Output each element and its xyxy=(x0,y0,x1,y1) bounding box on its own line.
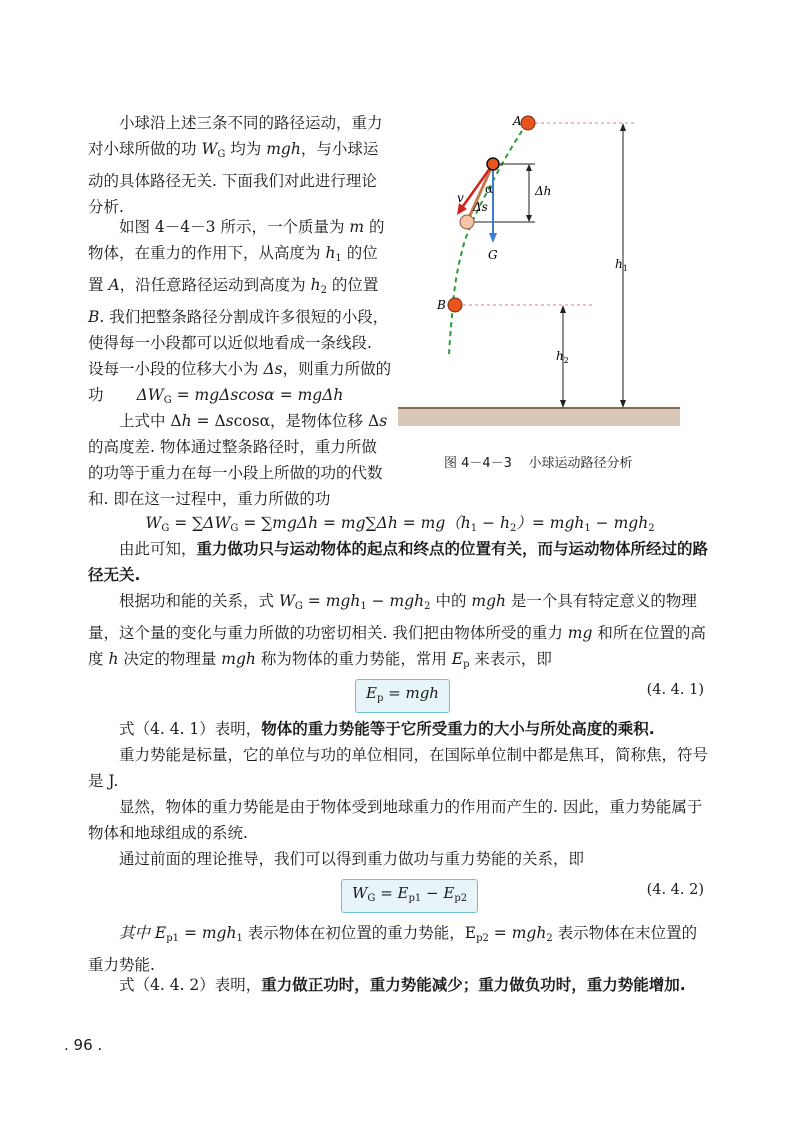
paragraph-11: 式（4. 4. 2）表明，重力做正功时，重力势能减少；重力做负功时，重力势能增加. xyxy=(119,976,686,994)
label-ds: Δs xyxy=(473,200,488,214)
paragraph-1: 小球沿上述三条不同的路径运动，重力对小球所做的功 $W_G$ 均为 mgh，与小球运动的具体路径无关. 下面我们对此进行理论分析. xyxy=(88,114,383,216)
page-number: . 96 . xyxy=(64,1036,103,1054)
label-h1: $h_1$ xyxy=(615,257,628,273)
ball-b xyxy=(448,298,462,312)
label-dh: Δh xyxy=(535,184,552,198)
label-alpha: α xyxy=(485,182,494,196)
path-analysis-figure xyxy=(395,105,685,430)
equation-441-number: (4. 4. 1) xyxy=(646,682,704,698)
label-v: v xyxy=(457,191,464,205)
paragraph-2: 如图 4－4－3 所示，一个质量为 m 的物体，在重力的作用下，从高度为 $h_1$ 的位置 A，沿任意路径运动到高度为 $h_2$ 的位置 B. 我们把整条路径分割成许多很短的小段，使得每一小段都可以近似地看成一条线段. 设每一小段的位移大小为 Δs，则重力所做的功 xyxy=(88,218,392,404)
ball-a xyxy=(521,116,535,130)
paragraph-4: 由此可知，重力做功只与运动物体的起点和终点的位置有关，而与运动物体所经过的路径无关. xyxy=(88,540,709,584)
paragraph-8: 显然，物体的重力势能是由于物体受到地球重力的作用而产生的. 因此，重力势能属于物体和地球组成的系统. xyxy=(88,798,703,842)
equation-441-box: $E_p$ = mgh xyxy=(355,679,450,713)
caption-number: 图 4－4－3 xyxy=(444,456,512,471)
formula-wg-sum: $W_G = \sum\Delta W_G = \sum mg\Delta h = mg\sum\Delta h = mg(h_1 - h_2)= mgh_1 - mgh_2$ xyxy=(145,514,655,534)
equation-442-number: (4. 4. 2) xyxy=(646,882,704,898)
ball-ghost xyxy=(460,215,474,229)
caption-text: 小球运动路径分析 xyxy=(528,456,633,471)
paragraph-5: 根据功和能的关系，式 $W_G = mgh_1 - mgh_2$ 中的 mgh 是一个具有特定意义的物理量，这个量的变化与重力所做的功密切相关. 我们把由物体所受的重力 mg 和所在位置的高度 h 决定的物理量 mgh 称为物体的重力势能，常用 $E_p$ 来表示，即 xyxy=(88,592,706,670)
label-g: G xyxy=(488,248,498,262)
paragraph-7: 重力势能是标量，它的单位与功的单位相同，在国际单位制中都是焦耳，简称焦，符号是 J. xyxy=(88,746,709,790)
formula-dwg: $\Delta W_G = mg\Delta scos\alpha = mg\Delta h$ xyxy=(136,386,344,406)
ball-top-segment xyxy=(487,158,499,170)
label-b: B xyxy=(437,298,446,312)
paragraph-10: 其中 $E_{p1} = mgh_1$ 表示物体在初位置的重力势能，$E_{p2} = mgh_2$ 表示物体在末位置的重力势能. xyxy=(88,924,698,974)
paragraph-3: 上式中 Δh = Δscosα，是物体位移 Δs 的高度差. 物体通过整条路径时，重力所做的功等于重力在每一小段上所做的功的代数和. 即在这一过程中，重力所做的功 xyxy=(88,412,388,508)
figure-caption xyxy=(444,452,633,471)
paragraph-9: 通过前面的理论推导，我们可以得到重力做功与重力势能的关系，即 xyxy=(119,850,585,868)
label-h2: $h_2$ xyxy=(556,349,569,365)
ground xyxy=(398,408,680,426)
ball-path xyxy=(449,123,527,355)
label-a: A xyxy=(513,114,522,128)
equation-442-box: $W_G = E_{p1} - E_{p2}$ xyxy=(341,879,478,913)
paragraph-6: 式（4. 4. 1）表明，物体的重力势能等于它所受重力的大小与所处高度的乘积. xyxy=(119,720,655,738)
